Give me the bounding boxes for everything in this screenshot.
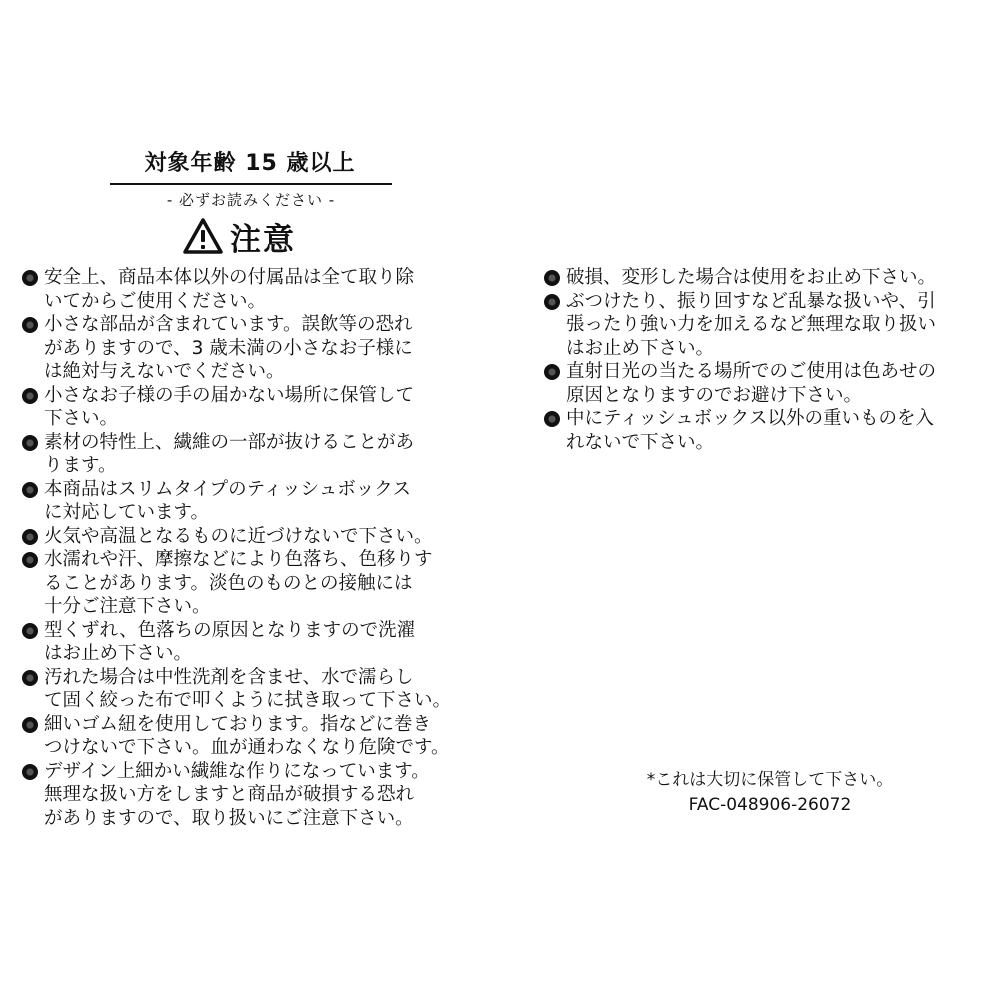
caution-item [22,266,498,313]
footer [640,768,900,818]
caution-item [544,290,984,361]
caution-item [22,478,498,525]
caution-text: 安全上、商品本体以外の付属品は全て取り除 いてからご使用ください。 [44,267,415,312]
left-caution-list [22,266,498,830]
page-title: 対象年齢 15 歳以上 [144,151,356,176]
caution-text: 水濡れや汗、摩擦などにより色落ち、色移りす ることがあります。淡色のものとの接触には 十分ご注意下さい。 [44,549,433,617]
caution-text: 小さな部品が含まれています。誤飲等の恐れ がありますので、3 歳未満の小さなお子様に は絶対与えないでください。 [44,314,413,382]
caution-text: 直射日光の当たる場所でのご使用は色あせの 原因となりますのでお避け下さい。 [566,361,937,406]
caution-item [22,666,498,713]
storage-note: *これは大切に保管して下さい。 [646,770,894,790]
caution-text: 破損、変形した場合は使用をお止め下さい。 [566,267,937,288]
must-read-subtitle: - 必ずお読みください - [166,191,336,209]
bullet-icon [22,482,38,498]
bullet-icon [22,717,38,733]
caution-text: 火気や高温となるものに近づけないで下さい。 [44,525,433,547]
bullet-icon [22,552,38,568]
bullet-icon [22,317,38,333]
caution-text: 素材の特性上、繊維の一部が抜けることがあ ります。 [44,431,415,476]
caution-item [22,619,498,666]
bullet-icon [22,623,38,639]
bullet-icon [22,670,38,686]
bullet-icon [22,270,38,286]
bullet-icon [544,270,560,286]
bullet-icon [22,529,38,545]
bullet-icon [22,435,38,451]
caution-text: 小さなお子様の手の届かない場所に保管して 下さい。 [44,384,415,429]
bullet-icon [22,388,38,404]
caution-item [22,548,498,619]
caution-text: 中にティッシュボックス以外の重いものを入 れないで下さい。 [566,408,934,453]
caution-text: 細いゴム紐を使用しております。指などに巻き つけないで下さい。血が通わなくなり危険です。 [44,713,450,758]
bullet-icon [544,294,560,310]
caution-item [22,525,498,549]
caution-item [22,760,498,831]
caution-item [544,266,984,290]
bullet-icon [22,764,38,780]
caution-item [22,313,498,384]
caution-label: 注意 [230,221,296,258]
caution-item [22,713,498,760]
caution-item [22,384,498,431]
caution-text: デザイン上細かい繊維な作りになっています。 無理な扱い方をしますと商品が破損する恐れ がありますので、取り扱いにご注意下さい。 [44,760,430,829]
bullet-icon [544,411,560,427]
bullet-icon [544,364,560,380]
title-underline [110,183,392,185]
warning-triangle-icon [182,217,224,255]
caution-text: ぶつけたり、振り回すなど乱暴な扱いや、引 張ったり強い力を加えるなど無理な取り扱い はお止め下さい。 [566,290,937,359]
product-code: FAC-048906-26072 [688,795,852,815]
caution-text: 汚れた場合は中性洗剤を含ませ、水で濡らし て固く絞った布で叩くように拭き取って下さい。 [44,666,452,711]
right-caution-list [544,266,984,454]
caution-heading [182,214,296,258]
caution-item [544,407,984,454]
caution-item [22,431,498,478]
caution-text: 本商品はスリムタイプのティッシュボックス に対応しています。 [44,478,412,523]
caution-item [544,360,984,407]
caution-text: 型くずれ、色落ちの原因となりますので洗濯 はお止め下さい。 [44,619,416,664]
